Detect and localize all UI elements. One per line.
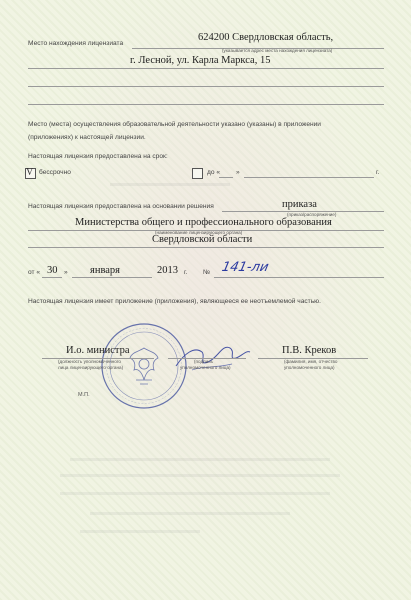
- license-number: 141-ли: [220, 260, 270, 275]
- number-line: [214, 277, 384, 278]
- position-hint-2: лица лицензирующего органа): [58, 365, 124, 370]
- watermark-band: [110, 183, 230, 186]
- appendix-text: Настоящая лицензия имеет приложение (приложения), являющееся ее неотъемлемой частью.: [28, 298, 321, 305]
- basis-doc-type: приказа: [282, 199, 317, 210]
- indefinite-option-label: бессрочно: [39, 169, 71, 176]
- bleed-through-4: [90, 512, 290, 515]
- location-line-3: [28, 86, 384, 87]
- bleed-through-3: [60, 492, 330, 495]
- location-hint: (указывается адрес места нахождения лицензиата): [222, 48, 333, 53]
- signatory-position: И.о. министра: [66, 345, 130, 356]
- location-label: Место нахождения лицензиата: [28, 40, 124, 47]
- number-sign: №: [203, 269, 211, 276]
- activity-place-line-2: (приложениях) к настоящей лицензии.: [28, 134, 146, 141]
- location-line-2: [28, 68, 384, 69]
- basis-authority-hint: (наименование лицензирующего органа): [155, 230, 243, 235]
- until-date-checkbox: [192, 168, 203, 179]
- date-day: 30: [47, 265, 58, 276]
- indefinite-check-mark: V: [26, 167, 34, 178]
- until-date-close: »: [236, 169, 240, 176]
- signatory-name: П.В. Креков: [282, 345, 337, 356]
- until-day-line: [219, 177, 233, 178]
- date-month: января: [90, 265, 121, 276]
- bleed-through-2: [60, 474, 340, 477]
- activity-place-line-1: Место (места) осуществления образовательной деятельности указано (указаны) в приложении: [28, 121, 321, 128]
- date-day-close: »: [64, 269, 68, 276]
- basis-doc-hint: (приказ/распоряжение): [287, 212, 337, 217]
- until-month-line: [244, 177, 374, 178]
- name-hint-2: уполномоченного лица): [284, 365, 335, 370]
- handwritten-signature: [172, 336, 252, 376]
- term-label: Настоящая лицензия предоставлена на срок:: [28, 153, 168, 160]
- signature-hint-2: уполномоченного лица): [180, 365, 231, 370]
- signature-hint-1: (подпись: [194, 359, 213, 364]
- basis-region-line: [28, 247, 384, 248]
- location-value-2: г. Лесной, ул. Карла Маркса, 15: [130, 55, 271, 66]
- name-hint-1: (фамилия, имя, отчество: [284, 359, 338, 364]
- basis-region: Свердловской области: [152, 234, 253, 245]
- location-line-4: [28, 104, 384, 105]
- date-year: 2013: [157, 265, 178, 276]
- date-year-suffix: г.: [184, 269, 188, 276]
- seal-place-mark: М.П.: [78, 392, 90, 398]
- basis-label: Настоящая лицензия предоставлена на основании решения: [28, 203, 214, 210]
- bleed-through-1: [70, 458, 330, 461]
- date-prefix: от «: [28, 269, 41, 276]
- date-month-line: [72, 277, 152, 278]
- until-date-suffix: г.: [376, 169, 380, 176]
- date-day-line: [42, 277, 62, 278]
- until-date-prefix: до «: [207, 169, 221, 176]
- location-value-1: 624200 Свердловская область,: [198, 32, 334, 43]
- basis-authority: Министерства общего и профессионального образования: [75, 217, 332, 228]
- bleed-through-5: [80, 530, 200, 533]
- position-hint-1: (должность уполномоченного: [58, 359, 121, 364]
